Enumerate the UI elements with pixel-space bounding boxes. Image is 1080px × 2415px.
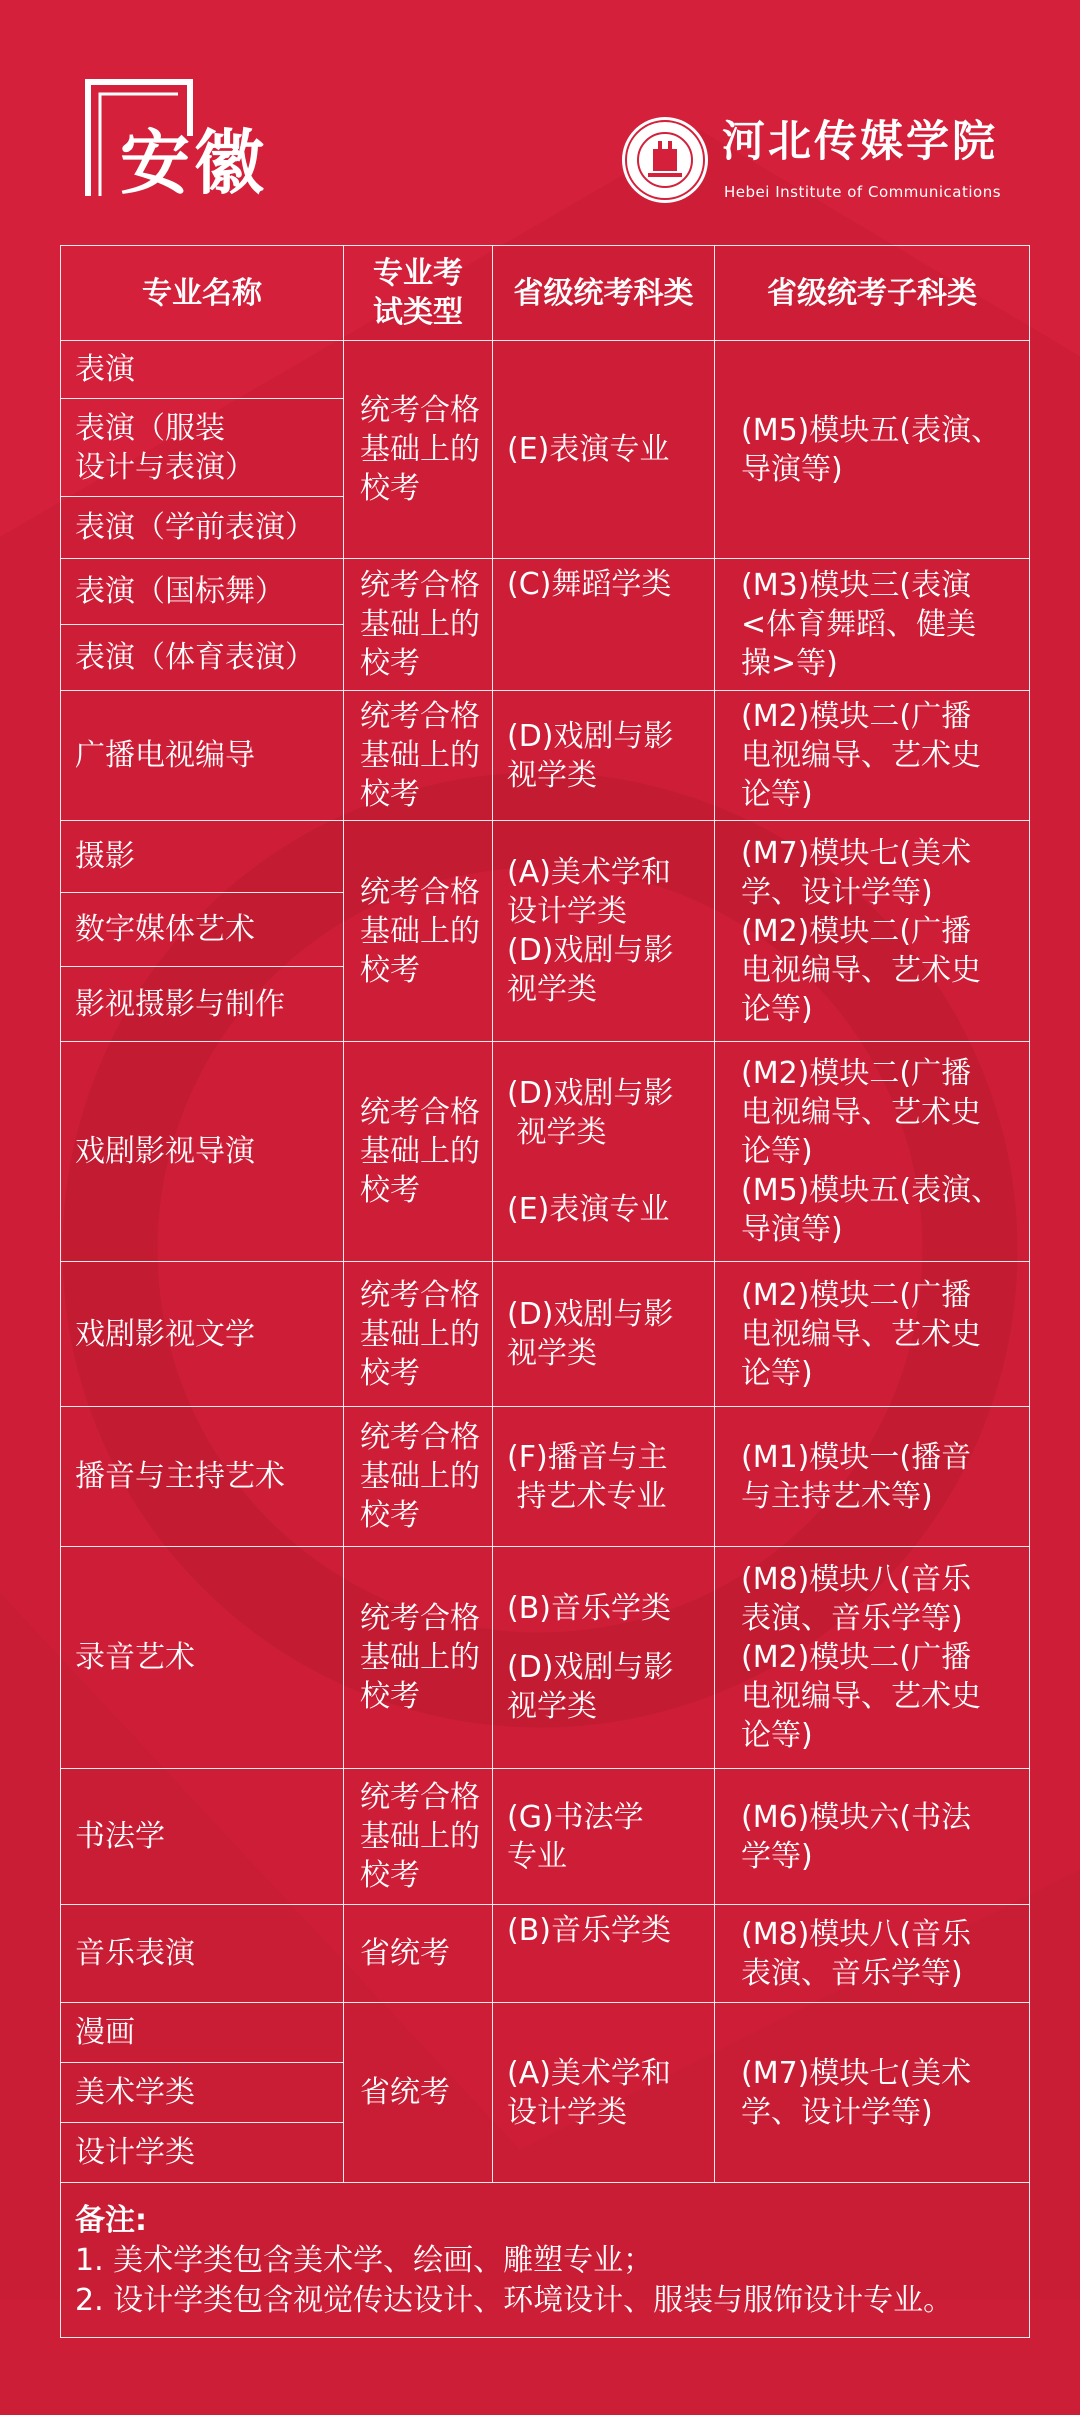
school-name-cn: 河北传媒学院	[722, 117, 998, 167]
category-cell: (F)播音与主 持艺术专业	[493, 1407, 715, 1547]
table-row	[61, 1905, 1030, 2003]
major-cell: 漫画	[61, 2003, 344, 2063]
table-row	[61, 821, 1030, 893]
subcategory-cell: (M8)模块八(音乐 表演、音乐学等)	[715, 1905, 1030, 2003]
subcategory-cell: (M8)模块八(音乐 表演、音乐学等) (M2)模块二(广播 电视编导、艺术史 论等)	[715, 1547, 1030, 1769]
table-row	[61, 1042, 1030, 1262]
subcategory-cell: (M2)模块二(广播 电视编导、艺术史 论等) (M5)模块五(表演、 导演等)	[715, 1042, 1030, 1262]
subcategory-cell: (M7)模块七(美术 学、设计学等)	[715, 2003, 1030, 2183]
category-cell	[493, 1042, 715, 1262]
subcategory-cell: (M1)模块一(播音 与主持艺术等)	[715, 1407, 1030, 1547]
subcategory-cell: (M2)模块二(广播 电视编导、艺术史 论等)	[715, 691, 1030, 821]
exam-type-cell: 统考合格 基础上的 校考	[344, 341, 493, 559]
header-exam-type: 专业考 试类型	[344, 246, 493, 341]
major-cell: 美术学类	[61, 2063, 344, 2123]
major-cell: 播音与主持艺术	[61, 1407, 344, 1547]
exam-type-cell: 省统考	[344, 1905, 493, 2003]
major-cell: 表演（体育表演）	[61, 625, 344, 691]
table-header-row	[61, 246, 1030, 341]
major-cell: 书法学	[61, 1769, 344, 1905]
admission-table	[60, 245, 1030, 2338]
exam-type-cell: 省统考	[344, 2003, 493, 2183]
table-row	[61, 1262, 1030, 1407]
category-cell: (C)舞蹈学类	[493, 559, 715, 691]
header-category: 省级统考科类	[493, 246, 715, 341]
exam-type-cell: 统考合格 基础上的 校考	[344, 691, 493, 821]
table-row	[61, 559, 1030, 625]
major-cell: 影视摄影与制作	[61, 967, 344, 1042]
category-cell: (D)戏剧与影 视学类	[493, 691, 715, 821]
major-cell: 广播电视编导	[61, 691, 344, 821]
category-cell	[493, 1547, 715, 1769]
province-title: 安徽	[120, 122, 268, 204]
category-cell: (D)戏剧与影 视学类	[493, 1262, 715, 1407]
subcategory-cell: (M7)模块七(美术 学、设计学等) (M2)模块二(广播 电视编导、艺术史 论等)	[715, 821, 1030, 1042]
category-text-b: (D)戏剧与影 视学类	[507, 1650, 674, 1724]
school-logo	[620, 113, 1030, 208]
exam-type-cell: 统考合格 基础上的 校考	[344, 1407, 493, 1547]
header-major: 专业名称	[61, 246, 344, 341]
major-cell: 表演（学前表演）	[61, 497, 344, 559]
category-text-a: (B)音乐学类	[507, 1591, 671, 1626]
notes-line: 2. 设计学类包含视觉传达设计、环境设计、服装与服饰设计专业。	[75, 2283, 954, 2318]
major-cell: 摄影	[61, 821, 344, 893]
category-cell: (A)美术学和 设计学类	[493, 2003, 715, 2183]
school-name-en: Hebei Institute of Communications	[724, 183, 1002, 201]
header	[0, 0, 1080, 245]
subcategory-cell: (M6)模块六(书法 学等)	[715, 1769, 1030, 1905]
major-cell: 设计学类	[61, 2123, 344, 2183]
category-cell: (A)美术学和 设计学类 (D)戏剧与影 视学类	[493, 821, 715, 1042]
table-row	[61, 1769, 1030, 1905]
table-row	[61, 1547, 1030, 1769]
category-text-b: (E)表演专业	[507, 1192, 670, 1227]
exam-type-cell: 统考合格 基础上的 校考	[344, 1547, 493, 1769]
header-subcategory: 省级统考子科类	[715, 246, 1030, 341]
major-cell: 表演（国标舞）	[61, 559, 344, 625]
notes-cell	[61, 2183, 1030, 2338]
exam-type-cell: 统考合格 基础上的 校考	[344, 1769, 493, 1905]
notes-row	[61, 2183, 1030, 2338]
exam-type-cell: 统考合格 基础上的 校考	[344, 1042, 493, 1262]
subcategory-cell: (M2)模块二(广播 电视编导、艺术史 论等)	[715, 1262, 1030, 1407]
notes-line: 1. 美术学类包含美术学、绘画、雕塑专业；	[75, 2243, 654, 2278]
major-cell: 戏剧影视文学	[61, 1262, 344, 1407]
table-row	[61, 1407, 1030, 1547]
major-cell: 数字媒体艺术	[61, 893, 344, 967]
exam-type-cell: 统考合格 基础上的 校考	[344, 1262, 493, 1407]
category-cell: (E)表演专业	[493, 341, 715, 559]
subcategory-cell: (M5)模块五(表演、 导演等)	[715, 341, 1030, 559]
major-cell: 表演（服装 设计与表演）	[61, 399, 344, 497]
major-cell: 录音艺术	[61, 1547, 344, 1769]
exam-type-cell: 统考合格 基础上的 校考	[344, 821, 493, 1042]
table-row	[61, 341, 1030, 399]
major-cell: 音乐表演	[61, 1905, 344, 2003]
notes-title: 备注:	[75, 2203, 147, 2238]
major-cell: 戏剧影视导演	[61, 1042, 344, 1262]
school-seal-icon	[620, 115, 710, 205]
table-row	[61, 2003, 1030, 2063]
major-cell: 表演	[61, 341, 344, 399]
category-text-a: (D)戏剧与影 视学类	[507, 1076, 674, 1150]
category-cell: (G)书法学 专业	[493, 1769, 715, 1905]
subcategory-cell: (M3)模块三(表演 <体育舞蹈、健美 操>等)	[715, 559, 1030, 691]
category-cell: (B)音乐学类	[493, 1905, 715, 2003]
exam-type-cell: 统考合格 基础上的 校考	[344, 559, 493, 691]
table-row	[61, 691, 1030, 821]
